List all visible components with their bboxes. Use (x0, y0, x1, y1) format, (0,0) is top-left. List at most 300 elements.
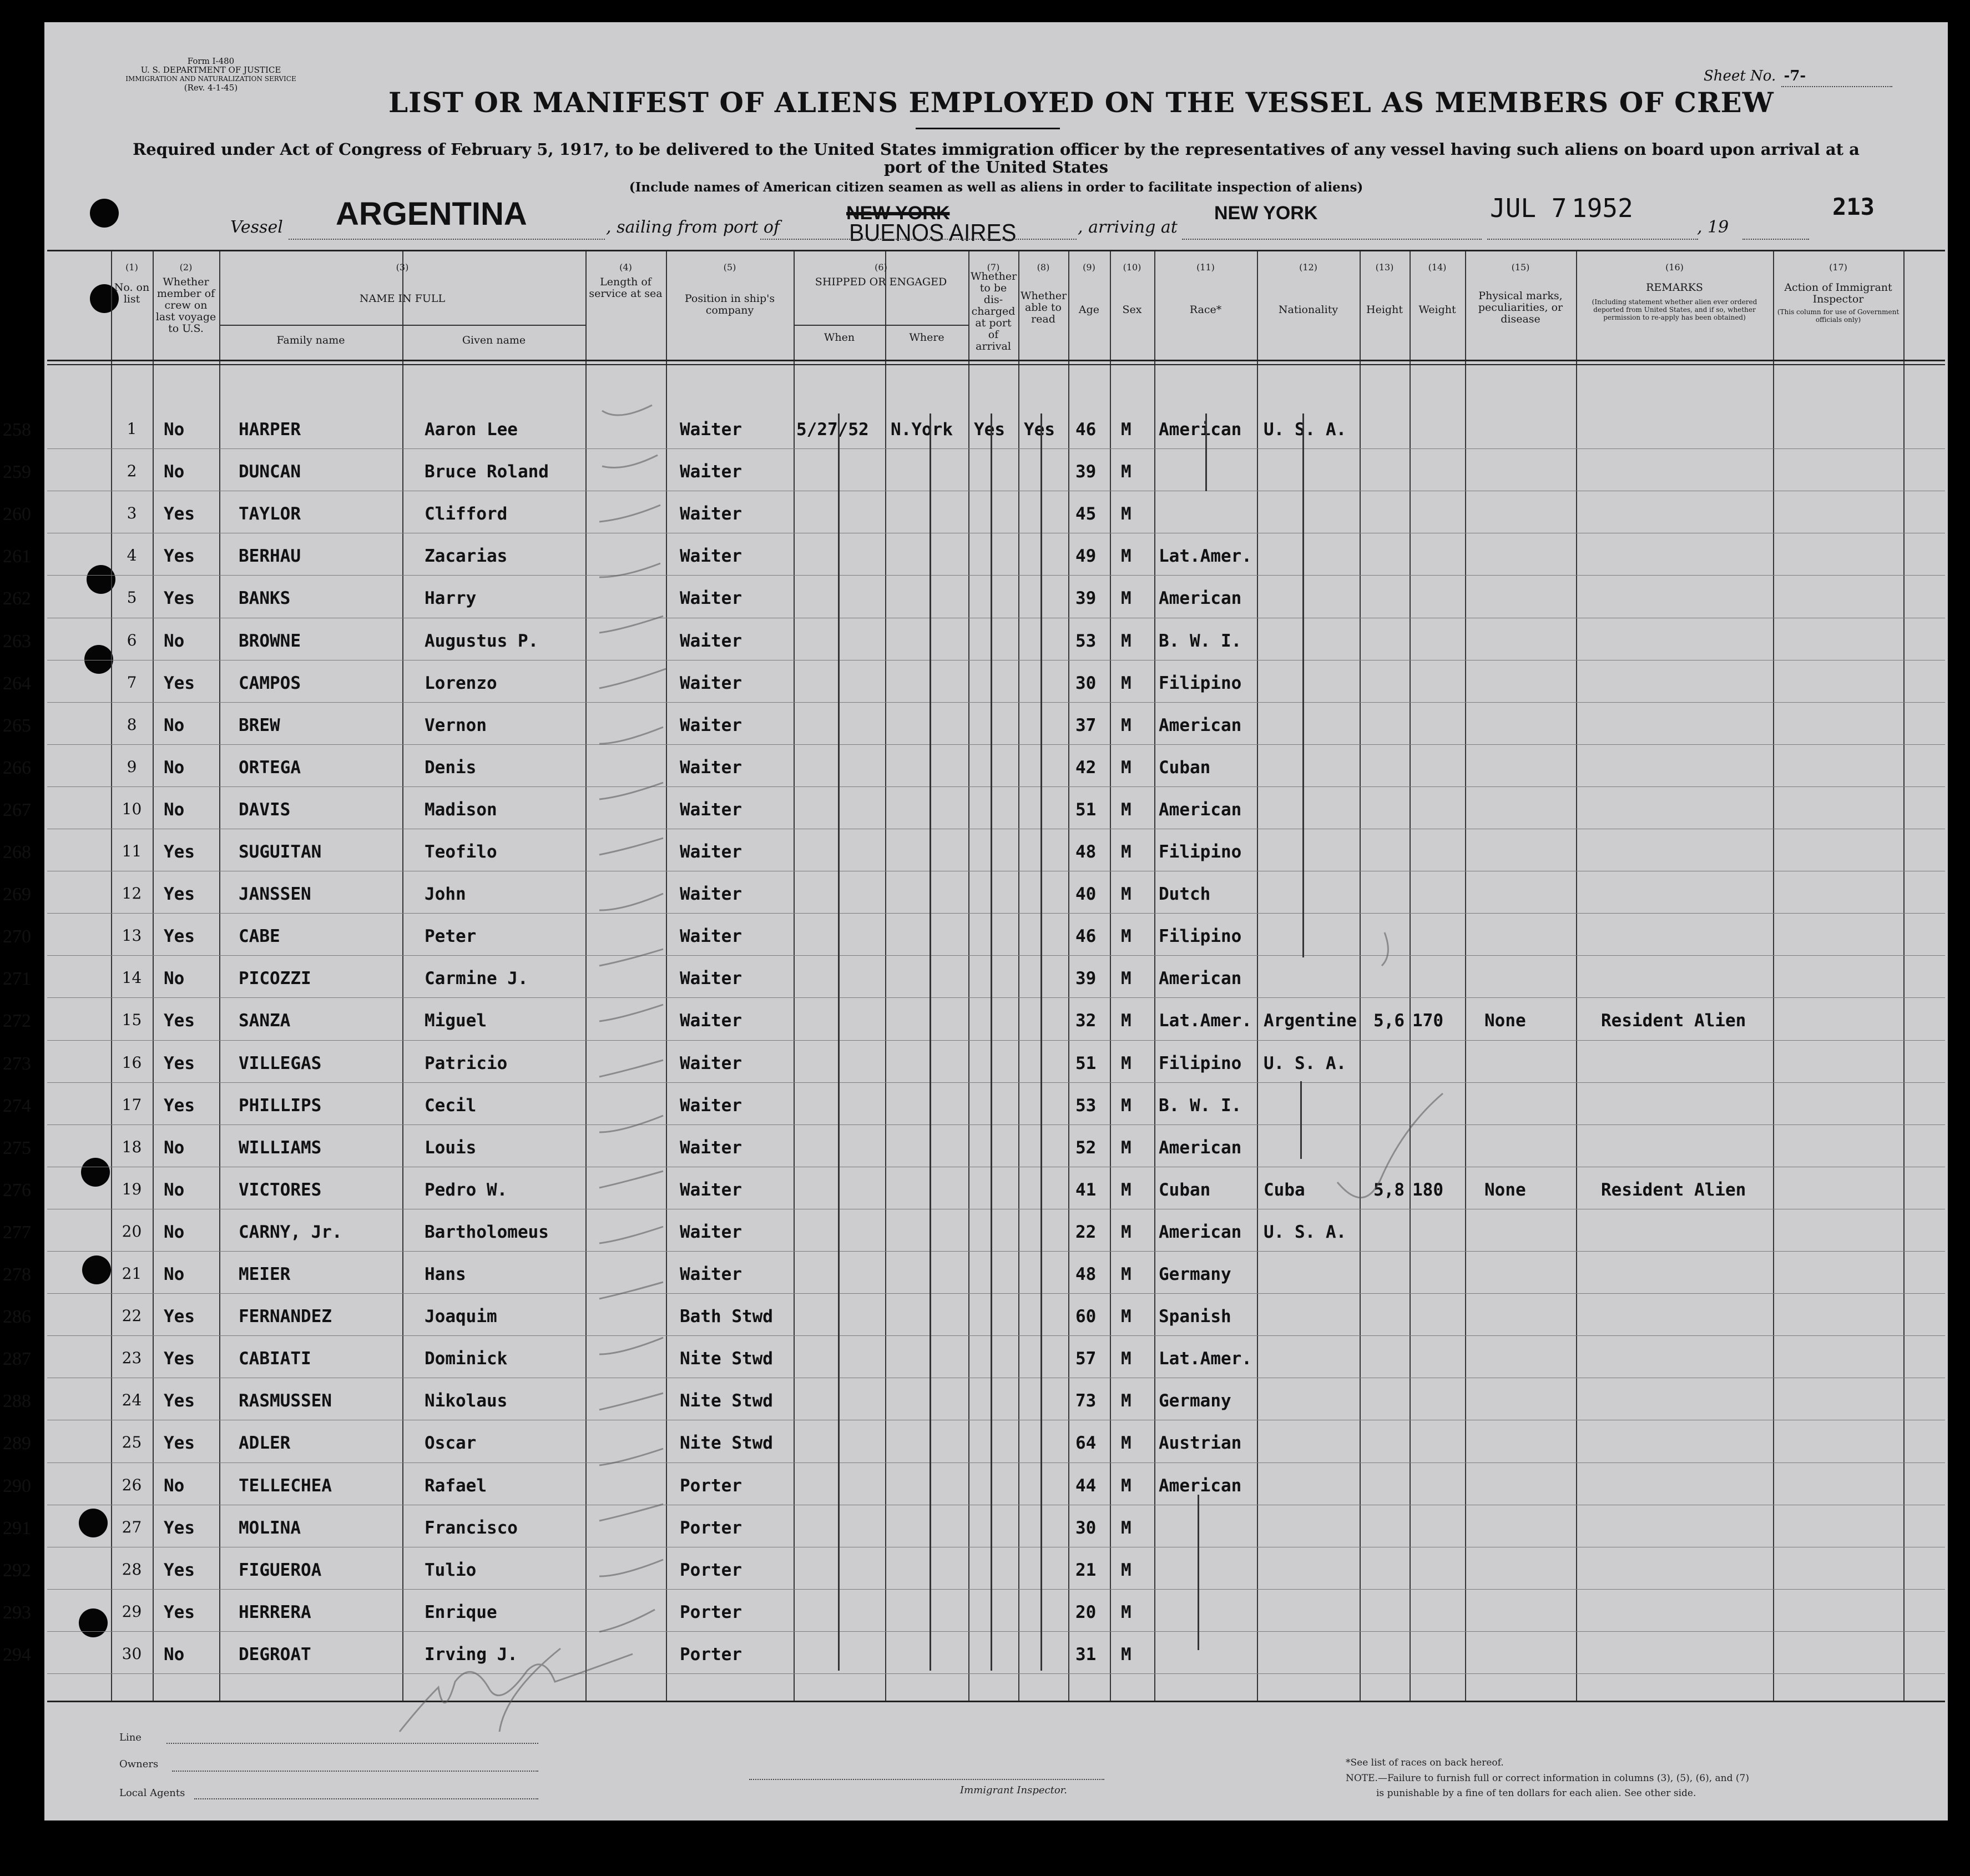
line-number: 265 (3, 715, 31, 736)
column-number: (2) (179, 262, 193, 273)
line-number: 276 (3, 1179, 31, 1201)
column-number: (12) (1299, 262, 1317, 273)
family-name: SANZA (239, 1011, 291, 1031)
sex: M (1121, 631, 1132, 651)
last-voyage: Yes (164, 1602, 195, 1622)
sex: M (1121, 799, 1132, 820)
line-number: 269 (3, 884, 31, 905)
physical-marks: None (1484, 1179, 1526, 1200)
discharged: Yes (974, 420, 1005, 440)
given-name: Irving J. (425, 1644, 518, 1665)
given-name: Carmine J. (425, 969, 528, 989)
given-name: Vernon (425, 715, 487, 735)
column-header: Physical marks, peculiarities, or disease (1478, 290, 1563, 325)
family-name: CABIATI (239, 1349, 311, 1369)
row-number: 23 (122, 1349, 142, 1368)
last-voyage: Yes (164, 884, 195, 905)
given-name: Patricio (425, 1053, 508, 1073)
last-voyage: Yes (164, 926, 195, 947)
sex: M (1121, 1602, 1132, 1622)
position: Waiter (680, 1095, 742, 1116)
last-voyage: No (164, 799, 185, 820)
line-number: 274 (3, 1095, 31, 1116)
position: Waiter (680, 1179, 742, 1200)
last-voyage: Yes (164, 1517, 195, 1538)
line-number: 277 (3, 1222, 31, 1243)
given-name: Peter (425, 926, 477, 947)
given-name: Pedro W. (425, 1179, 508, 1200)
given-name: Clifford (425, 504, 508, 525)
column-header: Whether to be dis-charged at port of arrival (971, 270, 1017, 352)
family-name: BROWNE (239, 631, 301, 651)
given-name: Harry (425, 588, 477, 609)
column-header: SHIPPED OR ENGAGED (815, 276, 947, 288)
line-number: 293 (3, 1602, 31, 1623)
column-number: (8) (1037, 262, 1050, 273)
last-voyage: Yes (164, 588, 195, 609)
age: 44 (1075, 1475, 1097, 1496)
line-number: 278 (3, 1264, 31, 1285)
last-voyage: No (164, 757, 185, 778)
page-ref: 213 (1832, 193, 1875, 220)
row-number: 6 (127, 631, 137, 649)
line-number: 261 (3, 546, 31, 567)
column-header: Length of service at sea (589, 276, 663, 300)
position: Waiter (680, 546, 742, 567)
row-number: 18 (122, 1137, 142, 1156)
age: 51 (1075, 799, 1097, 820)
column-number: (5) (723, 262, 736, 273)
handwritten-marks (44, 22, 1948, 1820)
row-number: 25 (122, 1433, 142, 1452)
weight: 170 (1412, 1011, 1443, 1031)
given-name: Francisco (425, 1517, 518, 1538)
family-name: CABE (239, 926, 280, 947)
column-number: (6) (875, 262, 887, 273)
line-number: 273 (3, 1053, 31, 1074)
given-name: Tulio (425, 1560, 477, 1580)
given-name: Enrique (425, 1602, 497, 1622)
family-name: VICTORES (239, 1179, 322, 1200)
position: Nite Stwd (680, 1391, 773, 1411)
age: 30 (1075, 673, 1097, 693)
remarks: Resident Alien (1601, 1011, 1746, 1031)
row-number: 10 (122, 799, 142, 818)
position: Waiter (680, 969, 742, 989)
given-name: Nikolaus (425, 1391, 508, 1411)
given-name: John (425, 884, 466, 905)
last-voyage: No (164, 631, 185, 651)
sex: M (1121, 588, 1132, 609)
family-name: HARPER (239, 420, 301, 440)
age: 32 (1075, 1011, 1097, 1031)
row-number: 29 (122, 1602, 142, 1621)
last-voyage: Yes (164, 842, 195, 862)
position: Waiter (680, 842, 742, 862)
race: Germany (1159, 1391, 1231, 1411)
column-header: Whether member of crew on last voyage to U.S. (155, 276, 216, 335)
subheader-where: Where (909, 331, 944, 344)
column-header: Sex (1122, 304, 1142, 316)
sheet-value: -7- (1784, 68, 1806, 84)
family-name: MEIER (239, 1264, 291, 1284)
race: Austrian (1159, 1433, 1242, 1454)
given-name: Hans (425, 1264, 466, 1284)
sex: M (1121, 969, 1132, 989)
subtitle-2: port of the United States (883, 158, 1109, 176)
family-name: DEGROAT (239, 1644, 311, 1665)
sex: M (1121, 1095, 1132, 1116)
position: Waiter (680, 1264, 742, 1284)
given-name: Cecil (425, 1095, 477, 1116)
row-number: 30 (122, 1644, 142, 1663)
age: 48 (1075, 842, 1097, 862)
column-number: (11) (1196, 262, 1215, 273)
line-number: 264 (3, 673, 31, 694)
position: Porter (680, 1517, 742, 1538)
family-name: HERRERA (239, 1602, 311, 1622)
subheader-action-note: (This column for use of Government officials only) (1777, 308, 1900, 324)
family-name: DUNCAN (239, 462, 301, 482)
row-number: 4 (127, 546, 137, 565)
sailing-label: , sailing from port of (606, 218, 780, 237)
family-name: DAVIS (239, 799, 291, 820)
line-number: 292 (3, 1560, 31, 1581)
shipped-when: 5/27/52 (796, 420, 869, 440)
race: American (1159, 588, 1242, 609)
family-name: JANSSEN (239, 884, 311, 905)
last-voyage: No (164, 1137, 185, 1158)
line-number: 289 (3, 1433, 31, 1454)
age: 20 (1075, 1602, 1097, 1622)
race: American (1159, 969, 1242, 989)
last-voyage: Yes (164, 1349, 195, 1369)
row-number: 3 (127, 504, 137, 523)
row-number: 13 (122, 926, 142, 945)
last-voyage: Yes (164, 504, 195, 525)
line-number: 266 (3, 757, 31, 778)
position: Waiter (680, 631, 742, 651)
manifest-sheet (3, 22, 1948, 1820)
row-number: 20 (122, 1222, 142, 1240)
position: Waiter (680, 715, 742, 735)
sheet-label: Sheet No. (1704, 68, 1776, 84)
sex: M (1121, 1560, 1132, 1580)
weight: 180 (1412, 1179, 1443, 1200)
sex: M (1121, 1222, 1132, 1242)
arriving-at: NEW YORK (1214, 203, 1318, 224)
sailing-from: BUENOS AIRES (849, 219, 1017, 246)
form-revision: (Rev. 4-1-45) (184, 83, 238, 93)
last-voyage: Yes (164, 1011, 195, 1031)
family-name: SUGUITAN (239, 842, 322, 862)
age: 30 (1075, 1517, 1097, 1538)
column-number: (9) (1083, 262, 1095, 273)
given-name: Bruce Roland (425, 462, 549, 482)
age: 21 (1075, 1560, 1097, 1580)
footer-owners-label: Owners (119, 1758, 159, 1770)
family-name: BREW (239, 715, 280, 735)
age: 39 (1075, 588, 1097, 609)
position: Waiter (680, 884, 742, 905)
position: Porter (680, 1475, 742, 1496)
race: Filipino (1159, 673, 1242, 693)
page-title: LIST OR MANIFEST OF ALIENS EMPLOYED ON THE VESSEL AS MEMBERS OF CREW (388, 86, 1774, 119)
column-number: (14) (1428, 262, 1447, 273)
family-name: FERNANDEZ (239, 1307, 332, 1327)
year-label: , 19 (1697, 218, 1729, 237)
race: Lat.Amer. (1159, 546, 1252, 567)
age: 57 (1075, 1349, 1097, 1369)
row-number: 26 (122, 1475, 142, 1494)
line-number: 258 (3, 420, 31, 440)
age: 45 (1075, 504, 1097, 525)
last-voyage: Yes (164, 1433, 195, 1454)
position: Waiter (680, 1053, 742, 1073)
last-voyage: Yes (164, 1095, 195, 1116)
line-number: 286 (3, 1307, 31, 1328)
given-name: Rafael (425, 1475, 487, 1496)
race: Cuban (1159, 757, 1211, 778)
column-number: (16) (1665, 262, 1684, 273)
able-to-read: Yes (1024, 420, 1055, 440)
subheader-family: Family name (276, 334, 345, 346)
family-name: WILLIAMS (239, 1137, 322, 1158)
column-header: Weight (1418, 304, 1456, 316)
age: 39 (1075, 969, 1097, 989)
age: 40 (1075, 884, 1097, 905)
race: B. W. I. (1159, 1095, 1242, 1116)
row-number: 8 (127, 715, 137, 734)
race: American (1159, 1137, 1242, 1158)
position: Waiter (680, 799, 742, 820)
line-number: 267 (3, 799, 31, 820)
position: Waiter (680, 1222, 742, 1242)
position: Porter (680, 1560, 742, 1580)
form-service: IMMIGRATION AND NATURALIZATION SERVICE (125, 75, 296, 83)
sex: M (1121, 1517, 1132, 1538)
race: American (1159, 420, 1242, 440)
column-number: (13) (1375, 262, 1394, 273)
given-name: Bartholomeus (425, 1222, 549, 1242)
physical-marks: None (1484, 1011, 1526, 1031)
subheader-given: Given name (462, 334, 526, 346)
column-header: Whether able to read (1021, 290, 1067, 325)
column-header: Action of Immigrant Inspector (1784, 281, 1892, 305)
height: 5,8 (1373, 1179, 1405, 1200)
subtitle-1: Required under Act of Congress of February 5, 1917, to be delivered to the United States immigration officer by the representatives of any vessel having such aliens on board upon arrival at a (133, 140, 1860, 159)
race: American (1159, 799, 1242, 820)
sex: M (1121, 1137, 1132, 1158)
last-voyage: No (164, 1264, 185, 1284)
position: Waiter (680, 757, 742, 778)
family-name: PHILLIPS (239, 1095, 322, 1116)
age: 41 (1075, 1179, 1097, 1200)
column-number: (10) (1123, 262, 1141, 273)
line-number: 291 (3, 1517, 31, 1539)
family-name: TELLECHEA (239, 1475, 332, 1496)
position: Porter (680, 1644, 742, 1665)
sex: M (1121, 842, 1132, 862)
row-number: 24 (122, 1391, 142, 1410)
footer-agents-label: Local Agents (119, 1787, 185, 1799)
race: Dutch (1159, 884, 1211, 905)
position: Waiter (680, 588, 742, 609)
row-number: 11 (122, 842, 142, 860)
arriving-label: , arriving at (1078, 218, 1178, 237)
sex: M (1121, 757, 1132, 778)
column-number: (1) (125, 262, 138, 273)
given-name: Lorenzo (425, 673, 497, 693)
age: 48 (1075, 1264, 1097, 1284)
vessel-label: Vessel (230, 218, 283, 237)
last-voyage: No (164, 462, 185, 482)
footer-note-1: *See list of races on back hereof. (1346, 1757, 1504, 1768)
age: 31 (1075, 1644, 1097, 1665)
race: Filipino (1159, 842, 1242, 862)
footer-line-label: Line (119, 1732, 142, 1743)
column-header: REMARKS (1646, 281, 1703, 294)
position: Waiter (680, 462, 742, 482)
last-voyage: Yes (164, 673, 195, 693)
position: Waiter (680, 673, 742, 693)
position: Porter (680, 1602, 742, 1622)
given-name: Oscar (425, 1433, 477, 1454)
column-header: Height (1366, 304, 1403, 316)
race: Filipino (1159, 1053, 1242, 1073)
age: 52 (1075, 1137, 1097, 1158)
column-header: Race* (1189, 304, 1222, 316)
family-name: ORTEGA (239, 757, 301, 778)
line-number: 263 (3, 631, 31, 652)
line-number: 260 (3, 504, 31, 525)
shipped-where: N.York (891, 420, 953, 440)
age: 46 (1075, 420, 1097, 440)
row-number: 14 (122, 969, 142, 987)
age: 37 (1075, 715, 1097, 735)
line-number: 294 (3, 1644, 31, 1665)
column-header: Nationality (1278, 304, 1338, 316)
line-number: 259 (3, 462, 31, 483)
age: 46 (1075, 926, 1097, 947)
race: Spanish (1159, 1307, 1231, 1327)
last-voyage: No (164, 1644, 185, 1665)
age: 51 (1075, 1053, 1097, 1073)
sex: M (1121, 1264, 1132, 1284)
line-number: 287 (3, 1349, 31, 1370)
given-name: Zacarias (425, 546, 508, 567)
column-number: (17) (1829, 262, 1847, 273)
family-name: CARNY, Jr. (239, 1222, 342, 1242)
given-name: Madison (425, 799, 497, 820)
age: 53 (1075, 631, 1097, 651)
column-number: (7) (987, 262, 1000, 273)
position: Waiter (680, 504, 742, 525)
sex: M (1121, 884, 1132, 905)
sex: M (1121, 1475, 1132, 1496)
given-name: Denis (425, 757, 477, 778)
row-number: 7 (127, 673, 137, 692)
last-voyage: Yes (164, 1560, 195, 1580)
line-number: 268 (3, 842, 31, 863)
race: Lat.Amer. (1159, 1349, 1252, 1369)
sex: M (1121, 673, 1132, 693)
sex: M (1121, 462, 1132, 482)
given-name: Joaquim (425, 1307, 497, 1327)
race: American (1159, 1222, 1242, 1242)
column-header: No. on list (114, 281, 150, 305)
position: Waiter (680, 420, 742, 440)
family-name: RASMUSSEN (239, 1391, 332, 1411)
nationality: Cuba (1264, 1179, 1305, 1200)
race: Cuban (1159, 1179, 1211, 1200)
age: 73 (1075, 1391, 1097, 1411)
form-number: Form I-480 (187, 56, 235, 66)
last-voyage: No (164, 1475, 185, 1496)
row-number: 2 (127, 462, 137, 481)
sex: M (1121, 504, 1132, 525)
height: 5,6 (1373, 1011, 1405, 1031)
sex: M (1121, 926, 1132, 947)
family-name: VILLEGAS (239, 1053, 322, 1073)
row-number: 9 (127, 757, 137, 776)
position: Waiter (680, 1137, 742, 1158)
row-number: 27 (122, 1517, 142, 1536)
sex: M (1121, 1391, 1132, 1411)
position: Waiter (680, 926, 742, 947)
line-number: 275 (3, 1137, 31, 1158)
age: 60 (1075, 1307, 1097, 1327)
subtitle-3: (Include names of American citizen seamen as well as aliens in order to facilitate inspection of aliens) (629, 180, 1363, 195)
column-number: (3) (396, 262, 409, 273)
position: Waiter (680, 1011, 742, 1031)
family-name: ADLER (239, 1433, 291, 1454)
remarks: Resident Alien (1601, 1179, 1746, 1200)
family-name: MOLINA (239, 1517, 301, 1538)
line-number: 270 (3, 926, 31, 947)
row-number: 5 (127, 588, 137, 607)
race: Lat.Amer. (1159, 1011, 1252, 1031)
row-number: 16 (122, 1053, 142, 1072)
last-voyage: Yes (164, 1391, 195, 1411)
line-number: 271 (3, 969, 31, 990)
column-header: NAME IN FULL (359, 293, 446, 305)
form-department: U. S. DEPARTMENT OF JUSTICE (140, 65, 281, 75)
last-voyage: Yes (164, 1053, 195, 1073)
column-header: Position in ship's company (684, 293, 775, 316)
nationality: U. S. A. (1264, 1053, 1347, 1073)
family-name: PICOZZI (239, 969, 311, 989)
family-name: CAMPOS (239, 673, 301, 693)
age: 49 (1075, 546, 1097, 567)
position: Bath Stwd (680, 1307, 773, 1327)
last-voyage: Yes (164, 546, 195, 567)
age: 53 (1075, 1095, 1097, 1116)
family-name: FIGUEROA (239, 1560, 322, 1580)
given-name: Dominick (425, 1349, 508, 1369)
line-number: 262 (3, 588, 31, 609)
subheader-when: When (824, 331, 855, 344)
last-voyage: No (164, 1222, 185, 1242)
given-name: Louis (425, 1137, 477, 1158)
footer-note-2: NOTE.—Failure to furnish full or correct information in columns (3), (5), (6), and (7) (1346, 1773, 1749, 1784)
race: American (1159, 1475, 1242, 1496)
family-name: TAYLOR (239, 504, 301, 525)
age: 39 (1075, 462, 1097, 482)
sex: M (1121, 1179, 1132, 1200)
footer-inspector-label: Immigrant Inspector. (960, 1784, 1068, 1796)
race: Germany (1159, 1264, 1231, 1284)
